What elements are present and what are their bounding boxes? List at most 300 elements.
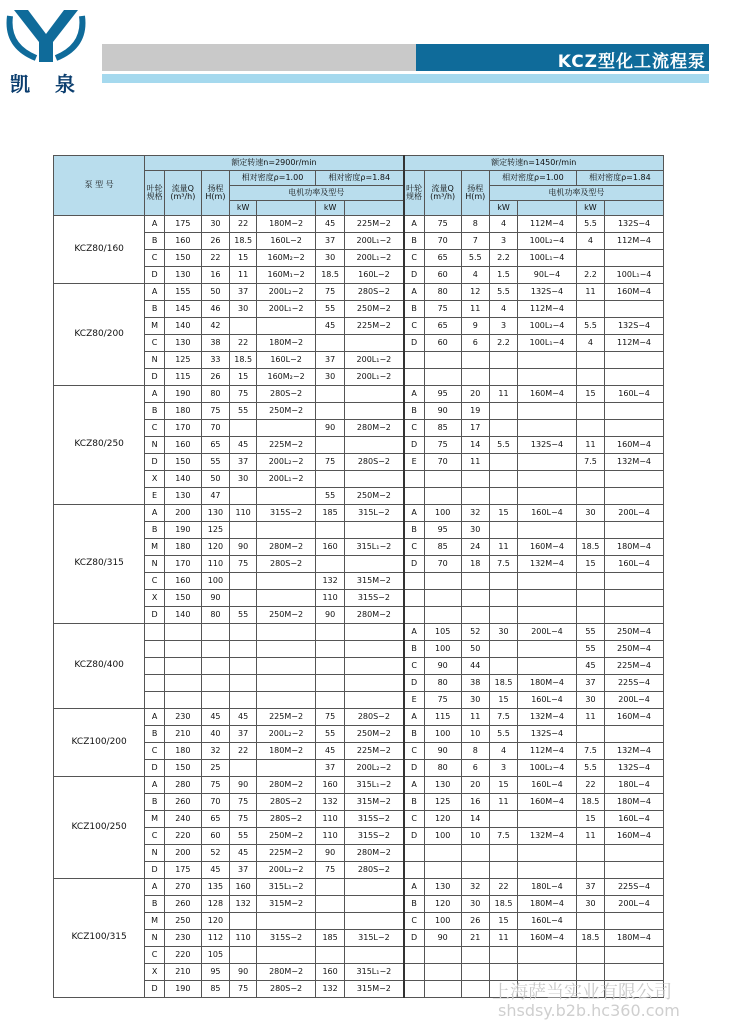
cell-rv bbox=[404, 845, 425, 862]
cell-lv: B bbox=[145, 301, 165, 318]
cell-lk2: 45 bbox=[315, 318, 344, 335]
cell-lk2 bbox=[315, 675, 344, 692]
cell-lk2 bbox=[315, 522, 344, 539]
cell-rh: 8 bbox=[461, 743, 489, 760]
cell-rm1: 90L−4 bbox=[518, 267, 577, 284]
cell-rk1: 2.2 bbox=[489, 335, 517, 352]
cell-rk2: 37 bbox=[576, 675, 604, 692]
cell-lm1 bbox=[257, 420, 316, 437]
cell-rk1 bbox=[489, 845, 517, 862]
cell-rk1 bbox=[489, 488, 517, 505]
cell-lq: 130 bbox=[164, 488, 201, 505]
cell-rv bbox=[404, 947, 425, 964]
cell-rh: 32 bbox=[461, 505, 489, 522]
cell-lk1: 45 bbox=[230, 437, 257, 454]
cell-lv: X bbox=[145, 964, 165, 981]
cell-rv: D bbox=[404, 828, 425, 845]
cell-rq: 65 bbox=[424, 250, 461, 267]
cell-lm1 bbox=[257, 760, 316, 777]
cell-rh: 9 bbox=[461, 318, 489, 335]
cell-lm2: 315S−2 bbox=[345, 828, 404, 845]
cell-lq: 200 bbox=[164, 845, 201, 862]
cell-rv: C bbox=[404, 420, 425, 437]
cell-lh: 100 bbox=[201, 573, 229, 590]
table-row bbox=[54, 624, 664, 641]
cell-rh: 44 bbox=[461, 658, 489, 675]
cell-lk2: 90 bbox=[315, 420, 344, 437]
cell-lm1 bbox=[257, 675, 316, 692]
cell-lk2: 55 bbox=[315, 726, 344, 743]
cell-lm2 bbox=[345, 947, 404, 964]
cell-rk2 bbox=[576, 913, 604, 930]
cell-rq: 75 bbox=[424, 216, 461, 233]
cell-rq bbox=[424, 573, 461, 590]
cell-lq: 180 bbox=[164, 539, 201, 556]
cell-lk1 bbox=[230, 692, 257, 709]
cell-lm1: 180M−2 bbox=[257, 335, 316, 352]
cell-rq: 105 bbox=[424, 624, 461, 641]
header-kw: kW bbox=[576, 201, 604, 216]
cell-lm2 bbox=[345, 335, 404, 352]
cell-rk2: 15 bbox=[576, 386, 604, 403]
cell-lk1: 132 bbox=[230, 896, 257, 913]
cell-lh: 26 bbox=[201, 233, 229, 250]
cell-lh bbox=[201, 675, 229, 692]
cell-lm2: 280M−2 bbox=[345, 607, 404, 624]
cell-rq bbox=[424, 845, 461, 862]
cell-rk2 bbox=[576, 352, 604, 369]
cell-lq: 210 bbox=[164, 726, 201, 743]
cell-lh: 25 bbox=[201, 760, 229, 777]
cell-lk1: 37 bbox=[230, 726, 257, 743]
cell-lv: N bbox=[145, 352, 165, 369]
cell-lq: 130 bbox=[164, 335, 201, 352]
cell-lk2: 132 bbox=[315, 981, 344, 998]
cell-lk2 bbox=[315, 658, 344, 675]
cell-rv: E bbox=[404, 454, 425, 471]
cell-rv bbox=[404, 352, 425, 369]
cell-rm2 bbox=[605, 573, 664, 590]
table-row bbox=[54, 250, 664, 267]
cell-rq: 70 bbox=[424, 233, 461, 250]
cell-lh: 22 bbox=[201, 250, 229, 267]
cell-lh: 38 bbox=[201, 335, 229, 352]
company-logo bbox=[6, 6, 86, 96]
cell-rm2: 225S−4 bbox=[605, 879, 664, 896]
cell-lh: 32 bbox=[201, 743, 229, 760]
cell-lm2: 280S−2 bbox=[345, 862, 404, 879]
cell-rv: D bbox=[404, 930, 425, 947]
cell-lm1: 200L₁−2 bbox=[257, 301, 316, 318]
cell-rk1 bbox=[489, 590, 517, 607]
header-head-1450: 扬程 H(m) bbox=[461, 171, 489, 216]
cell-rq bbox=[424, 488, 461, 505]
cell-rh: 30 bbox=[461, 692, 489, 709]
cell-lv: X bbox=[145, 590, 165, 607]
cell-lv: B bbox=[145, 896, 165, 913]
cell-lm1: 200L₂−2 bbox=[257, 726, 316, 743]
cell-lq bbox=[164, 624, 201, 641]
cell-lm1: 280S−2 bbox=[257, 794, 316, 811]
cell-lq: 190 bbox=[164, 522, 201, 539]
cell-rk1: 3 bbox=[489, 318, 517, 335]
table-row bbox=[54, 896, 664, 913]
cell-rm2 bbox=[605, 726, 664, 743]
cell-rm2: 180M−4 bbox=[605, 539, 664, 556]
table-row bbox=[54, 369, 664, 386]
table-row bbox=[54, 709, 664, 726]
table-row bbox=[54, 947, 664, 964]
cell-lh bbox=[201, 658, 229, 675]
cell-lk1: 55 bbox=[230, 607, 257, 624]
cell-rm1 bbox=[518, 641, 577, 658]
cell-rm2 bbox=[605, 352, 664, 369]
table-row bbox=[54, 845, 664, 862]
cell-lk2: 160 bbox=[315, 539, 344, 556]
cell-lk2: 132 bbox=[315, 573, 344, 590]
logo-text: 凯 泉 bbox=[10, 72, 84, 96]
table-row bbox=[54, 216, 664, 233]
cell-lk2: 75 bbox=[315, 862, 344, 879]
pump-model-cell: KCZ100/250 bbox=[54, 777, 145, 879]
cell-lq: 140 bbox=[164, 318, 201, 335]
cell-rk2: 4 bbox=[576, 335, 604, 352]
cell-lm2: 250M−2 bbox=[345, 301, 404, 318]
cell-rv: A bbox=[404, 216, 425, 233]
cell-lv: D bbox=[145, 981, 165, 998]
cell-rv: B bbox=[404, 641, 425, 658]
cell-rq: 120 bbox=[424, 811, 461, 828]
cell-rv: B bbox=[404, 522, 425, 539]
cell-rk1: 1.5 bbox=[489, 267, 517, 284]
cell-rm2: 132S−4 bbox=[605, 216, 664, 233]
cell-rv: C bbox=[404, 743, 425, 760]
cell-rk1 bbox=[489, 607, 517, 624]
cell-rv: D bbox=[404, 437, 425, 454]
cell-lk1: 22 bbox=[230, 743, 257, 760]
cell-lq: 220 bbox=[164, 828, 201, 845]
cell-lh: 110 bbox=[201, 556, 229, 573]
cell-lv: D bbox=[145, 760, 165, 777]
cell-rm2: 132M−4 bbox=[605, 743, 664, 760]
cell-rm2: 200L−4 bbox=[605, 896, 664, 913]
cell-rq bbox=[424, 471, 461, 488]
cell-rk1 bbox=[489, 811, 517, 828]
cell-lk2: 45 bbox=[315, 743, 344, 760]
cell-rh: 20 bbox=[461, 386, 489, 403]
cell-rm2: 250M−4 bbox=[605, 641, 664, 658]
cell-lk1 bbox=[230, 913, 257, 930]
cell-rk2: 11 bbox=[576, 828, 604, 845]
cell-lk2: 110 bbox=[315, 828, 344, 845]
cell-lm2: 315L₁−2 bbox=[345, 539, 404, 556]
cell-rm2 bbox=[605, 522, 664, 539]
page-title: KCZ型化工流程泵 bbox=[557, 52, 706, 72]
cell-rm1: 112M−4 bbox=[518, 216, 577, 233]
cell-rm2: 160L−4 bbox=[605, 811, 664, 828]
table-body bbox=[54, 216, 664, 998]
header-gray-band bbox=[102, 44, 416, 71]
cell-rh: 11 bbox=[461, 709, 489, 726]
cell-rh bbox=[461, 471, 489, 488]
cell-rh bbox=[461, 964, 489, 981]
cell-rm1: 112M−4 bbox=[518, 301, 577, 318]
cell-lv: M bbox=[145, 318, 165, 335]
cell-lk1: 37 bbox=[230, 284, 257, 301]
cell-lk1 bbox=[230, 760, 257, 777]
header-kw: kW bbox=[230, 201, 257, 216]
cell-lv: B bbox=[145, 522, 165, 539]
cell-rm1 bbox=[518, 454, 577, 471]
cell-rm1 bbox=[518, 471, 577, 488]
cell-rm1 bbox=[518, 420, 577, 437]
cell-lq: 240 bbox=[164, 811, 201, 828]
cell-lm2 bbox=[345, 896, 404, 913]
watermark-site: shsdsy.b2b.hc360.com bbox=[498, 1001, 680, 1020]
cell-rk1 bbox=[489, 573, 517, 590]
cell-rq: 95 bbox=[424, 386, 461, 403]
cell-lk2: 55 bbox=[315, 488, 344, 505]
table-row bbox=[54, 692, 664, 709]
table-row bbox=[54, 743, 664, 760]
cell-rk2 bbox=[576, 947, 604, 964]
header-head: 扬程 H(m) bbox=[201, 171, 229, 216]
cell-lk2 bbox=[315, 913, 344, 930]
kaiquan-logo-icon bbox=[6, 6, 86, 66]
cell-rq: 60 bbox=[424, 335, 461, 352]
table-row bbox=[54, 879, 664, 896]
cell-lv: M bbox=[145, 913, 165, 930]
cell-lv: D bbox=[145, 369, 165, 386]
cell-rm2 bbox=[605, 862, 664, 879]
table-row bbox=[54, 913, 664, 930]
cell-lq bbox=[164, 641, 201, 658]
cell-rm1: 160M−4 bbox=[518, 794, 577, 811]
cell-lh: 125 bbox=[201, 522, 229, 539]
cell-lk1: 37 bbox=[230, 862, 257, 879]
cell-rh: 30 bbox=[461, 522, 489, 539]
cell-lm1: 225M−2 bbox=[257, 437, 316, 454]
table-row bbox=[54, 233, 664, 250]
cell-lv bbox=[145, 641, 165, 658]
cell-lh: 33 bbox=[201, 352, 229, 369]
header-density-184-1450: 相对密度ρ=1.84 bbox=[576, 171, 663, 186]
cell-rq: 90 bbox=[424, 930, 461, 947]
cell-rq: 100 bbox=[424, 913, 461, 930]
cell-rk1: 15 bbox=[489, 505, 517, 522]
cell-rm1 bbox=[518, 811, 577, 828]
cell-rh: 30 bbox=[461, 896, 489, 913]
cell-lq: 150 bbox=[164, 454, 201, 471]
cell-lq: 220 bbox=[164, 947, 201, 964]
cell-rm1 bbox=[518, 522, 577, 539]
cell-lk1: 75 bbox=[230, 794, 257, 811]
cell-lh: 120 bbox=[201, 539, 229, 556]
cell-rm1 bbox=[518, 488, 577, 505]
cell-rv: D bbox=[404, 760, 425, 777]
cell-lk1: 30 bbox=[230, 301, 257, 318]
cell-rv bbox=[404, 369, 425, 386]
table-row bbox=[54, 573, 664, 590]
cell-rm1: 132M−4 bbox=[518, 709, 577, 726]
header-speed-1450: 额定转速n=1450r/min bbox=[404, 156, 664, 171]
cell-rv: B bbox=[404, 233, 425, 250]
cell-rh: 20 bbox=[461, 777, 489, 794]
cell-lm2: 315L−2 bbox=[345, 930, 404, 947]
cell-lk1: 110 bbox=[230, 505, 257, 522]
cell-lm1 bbox=[257, 913, 316, 930]
table-row bbox=[54, 335, 664, 352]
cell-rm1: 180M−4 bbox=[518, 675, 577, 692]
cell-lh: 75 bbox=[201, 403, 229, 420]
table-header bbox=[54, 156, 664, 216]
header-blank bbox=[345, 201, 404, 216]
cell-lk2: 110 bbox=[315, 590, 344, 607]
cell-lh: 60 bbox=[201, 828, 229, 845]
cell-lm1: 200L₂−2 bbox=[257, 454, 316, 471]
cell-rq: 70 bbox=[424, 556, 461, 573]
header-motor: 电机功率及型号 bbox=[230, 186, 404, 201]
cell-lv: C bbox=[145, 573, 165, 590]
cell-lk1 bbox=[230, 590, 257, 607]
table-row bbox=[54, 437, 664, 454]
cell-lk1 bbox=[230, 947, 257, 964]
cell-rk2: 37 bbox=[576, 879, 604, 896]
cell-lm1: 200L₁−2 bbox=[257, 471, 316, 488]
cell-rv: A bbox=[404, 505, 425, 522]
header-impeller: 叶轮规格 bbox=[145, 171, 165, 216]
cell-lv: B bbox=[145, 233, 165, 250]
cell-rm1: 160L−4 bbox=[518, 777, 577, 794]
table-row bbox=[54, 556, 664, 573]
cell-lv: M bbox=[145, 811, 165, 828]
cell-lh: 50 bbox=[201, 471, 229, 488]
cell-lk1: 11 bbox=[230, 267, 257, 284]
table-row bbox=[54, 726, 664, 743]
pump-model-cell: KCZ80/315 bbox=[54, 505, 145, 624]
cell-lm1: 280M−2 bbox=[257, 964, 316, 981]
pump-model-cell: KCZ80/400 bbox=[54, 624, 145, 709]
table-row bbox=[54, 386, 664, 403]
cell-rq: 80 bbox=[424, 284, 461, 301]
cell-rm2 bbox=[605, 607, 664, 624]
cell-lk1 bbox=[230, 658, 257, 675]
cell-lm2 bbox=[345, 913, 404, 930]
cell-rq: 125 bbox=[424, 794, 461, 811]
cell-rq: 90 bbox=[424, 743, 461, 760]
cell-lm2: 315S−2 bbox=[345, 811, 404, 828]
cell-rk2 bbox=[576, 726, 604, 743]
cell-rm2: 160L−4 bbox=[605, 386, 664, 403]
cell-rm2: 132M−4 bbox=[605, 454, 664, 471]
cell-lk2 bbox=[315, 879, 344, 896]
cell-lm2: 315M−2 bbox=[345, 794, 404, 811]
cell-lh: 52 bbox=[201, 845, 229, 862]
cell-lv: C bbox=[145, 250, 165, 267]
cell-rm1: 160L−4 bbox=[518, 692, 577, 709]
cell-lm1 bbox=[257, 692, 316, 709]
cell-lm1: 180M−2 bbox=[257, 743, 316, 760]
cell-lv: A bbox=[145, 709, 165, 726]
cell-rh: 11 bbox=[461, 301, 489, 318]
cell-lm1: 160M₂−2 bbox=[257, 250, 316, 267]
cell-rv: C bbox=[404, 811, 425, 828]
cell-lk2: 37 bbox=[315, 352, 344, 369]
cell-rk1 bbox=[489, 420, 517, 437]
cell-lq: 180 bbox=[164, 743, 201, 760]
cell-lq: 175 bbox=[164, 862, 201, 879]
cell-rm1 bbox=[518, 658, 577, 675]
cell-rm1: 100L₁−4 bbox=[518, 335, 577, 352]
cell-rm1: 160L−4 bbox=[518, 913, 577, 930]
cell-lm2 bbox=[345, 403, 404, 420]
cell-lm2 bbox=[345, 386, 404, 403]
cell-rm1: 132S−4 bbox=[518, 726, 577, 743]
cell-lh: 65 bbox=[201, 437, 229, 454]
cell-lm2: 280S−2 bbox=[345, 709, 404, 726]
table-row bbox=[54, 454, 664, 471]
cell-rk2: 5.5 bbox=[576, 318, 604, 335]
cell-lm2: 200L₂−2 bbox=[345, 760, 404, 777]
cell-lm2: 315S−2 bbox=[345, 590, 404, 607]
cell-rm1: 100L₂−4 bbox=[518, 318, 577, 335]
cell-rh: 26 bbox=[461, 913, 489, 930]
cell-lh: 80 bbox=[201, 607, 229, 624]
cell-rm2: 160M−4 bbox=[605, 437, 664, 454]
cell-rk1: 5.5 bbox=[489, 284, 517, 301]
cell-rq bbox=[424, 607, 461, 624]
pump-model-cell: KCZ100/315 bbox=[54, 879, 145, 998]
cell-lv: D bbox=[145, 607, 165, 624]
cell-lh: 130 bbox=[201, 505, 229, 522]
cell-rm2: 132S−4 bbox=[605, 318, 664, 335]
cell-lk2 bbox=[315, 437, 344, 454]
cell-rk1: 7.5 bbox=[489, 828, 517, 845]
cell-lq: 160 bbox=[164, 437, 201, 454]
cell-lk1 bbox=[230, 522, 257, 539]
table-row bbox=[54, 828, 664, 845]
cell-lk1: 45 bbox=[230, 845, 257, 862]
watermark-company: 上海萨当实业有限公司 bbox=[492, 982, 672, 1003]
cell-rk1: 5.5 bbox=[489, 726, 517, 743]
cell-lv: A bbox=[145, 284, 165, 301]
cell-rk2: 11 bbox=[576, 284, 604, 301]
cell-rk1: 18.5 bbox=[489, 896, 517, 913]
cell-rk2: 30 bbox=[576, 505, 604, 522]
cell-lv: A bbox=[145, 505, 165, 522]
cell-lh: 120 bbox=[201, 913, 229, 930]
cell-lk1 bbox=[230, 420, 257, 437]
cell-rq bbox=[424, 352, 461, 369]
cell-rq: 75 bbox=[424, 437, 461, 454]
cell-rm1 bbox=[518, 573, 577, 590]
cell-lq: 170 bbox=[164, 556, 201, 573]
cell-lk1: 90 bbox=[230, 964, 257, 981]
cell-rq: 115 bbox=[424, 709, 461, 726]
cell-rk2: 30 bbox=[576, 692, 604, 709]
cell-rq: 100 bbox=[424, 726, 461, 743]
cell-rq: 85 bbox=[424, 539, 461, 556]
cell-rk1 bbox=[489, 862, 517, 879]
cell-rh: 10 bbox=[461, 726, 489, 743]
cell-lq: 260 bbox=[164, 794, 201, 811]
cell-lm1: 160M₁−2 bbox=[257, 267, 316, 284]
cell-lk2 bbox=[315, 692, 344, 709]
cell-rv bbox=[404, 471, 425, 488]
cell-rk2 bbox=[576, 573, 604, 590]
table-row bbox=[54, 760, 664, 777]
cell-rm2 bbox=[605, 845, 664, 862]
